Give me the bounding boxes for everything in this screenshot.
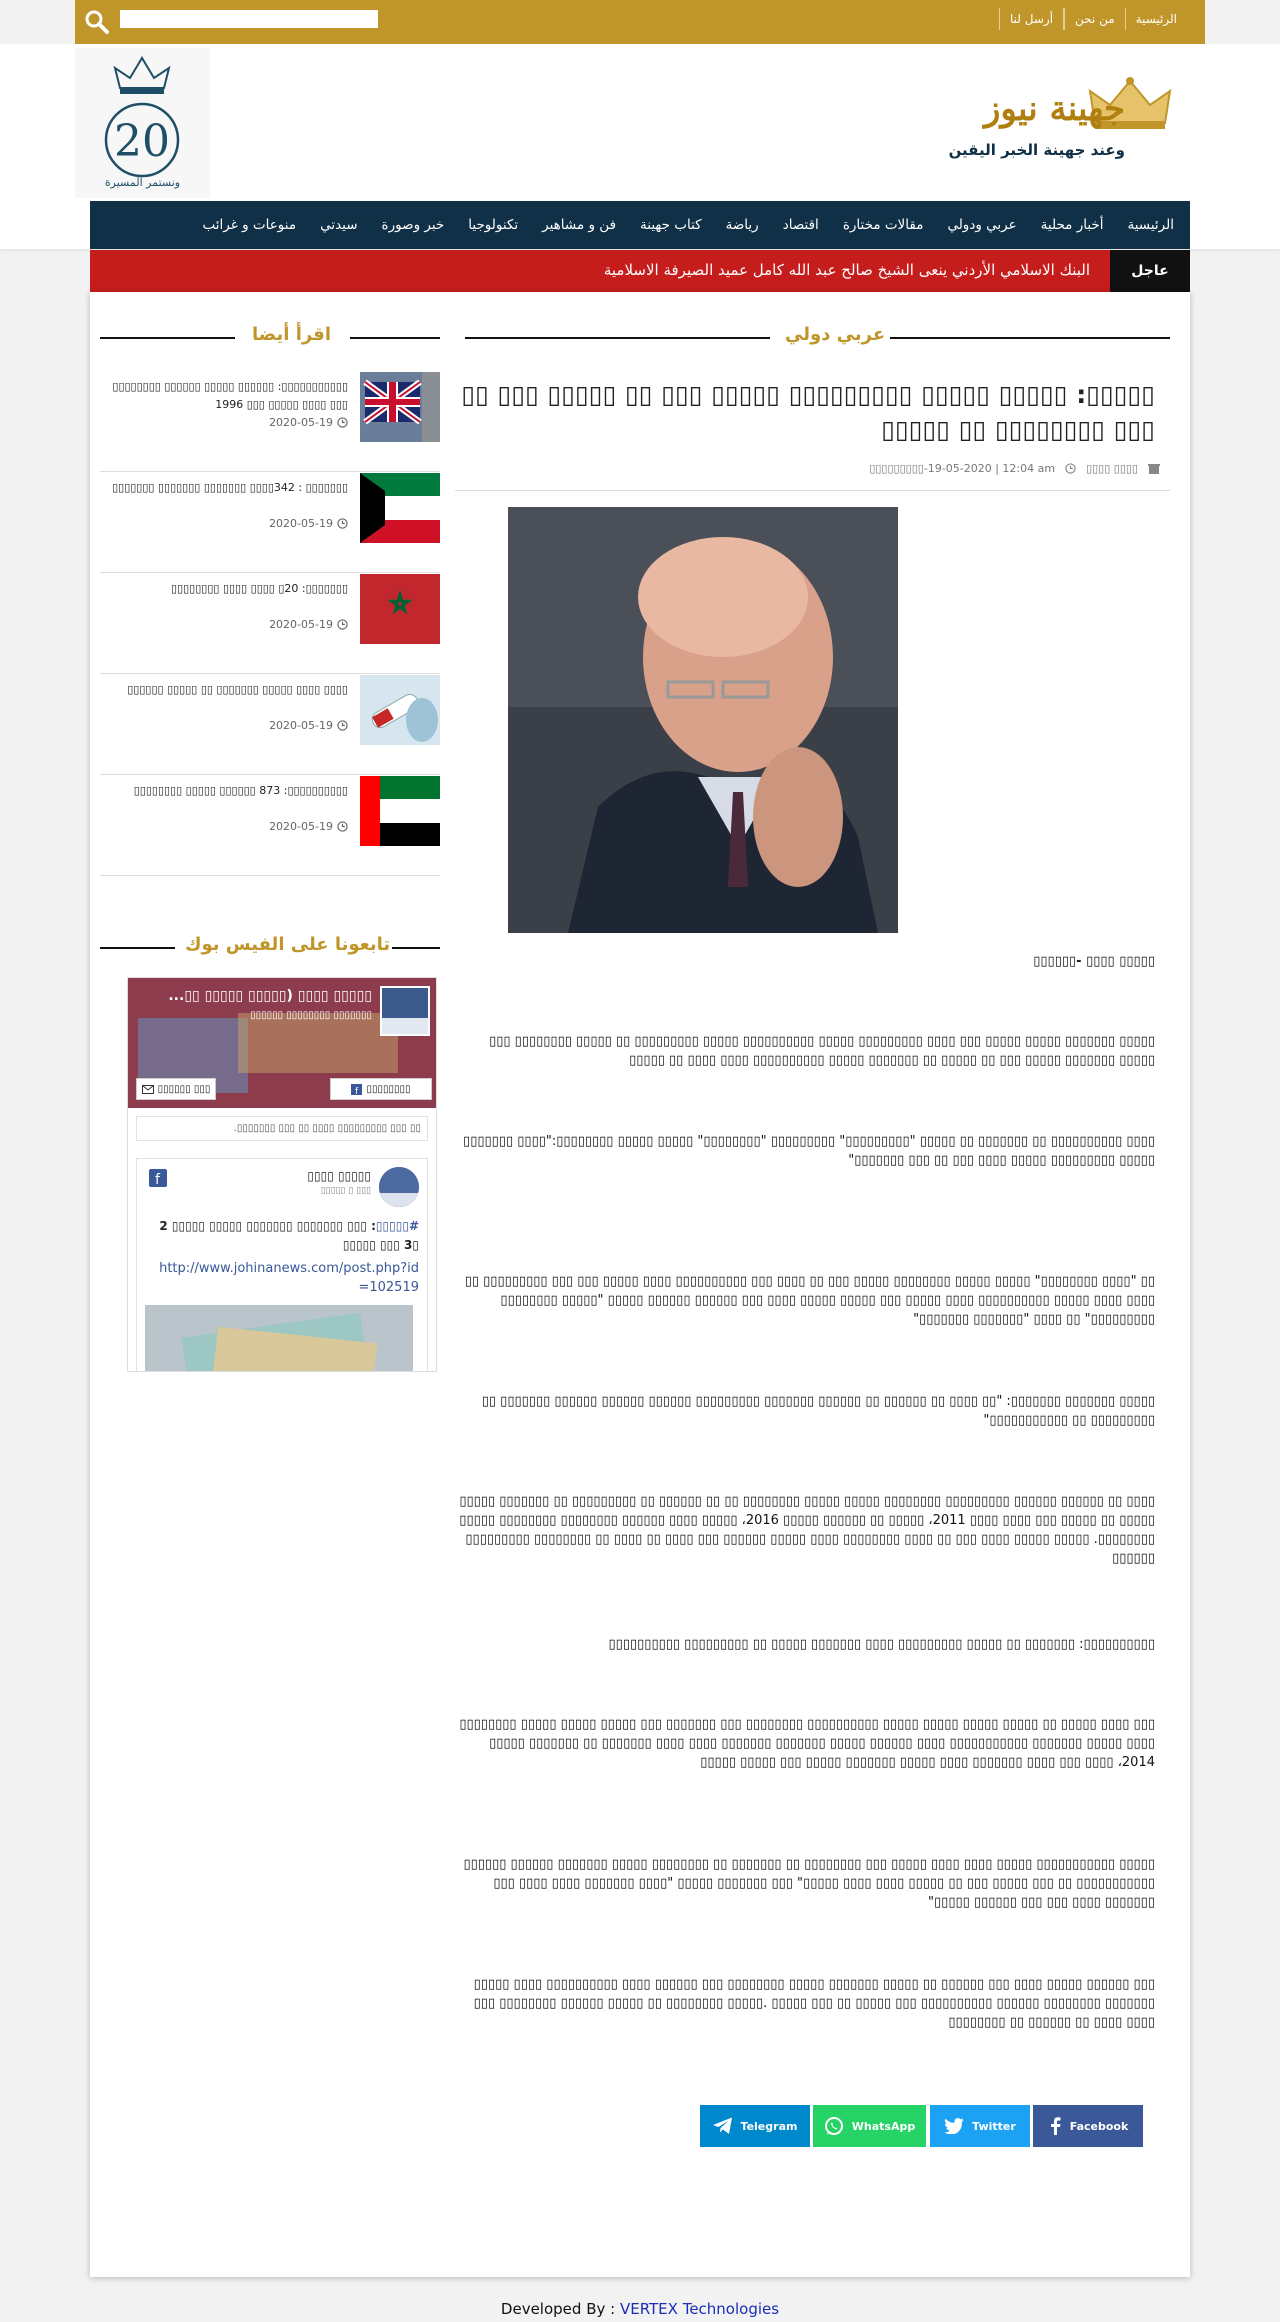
svg-text:20: 20 — [114, 116, 170, 167]
article-section-header — [465, 322, 1170, 352]
article-paragraph: ▯▯▯▯ ▯▯ ▯▯▯▯▯▯ ▯▯▯▯▯▯ ▯▯▯▯▯▯▯▯▯ ▯▯▯▯▯▯▯▯ ▯▯▯▯▯ ▯▯▯▯▯ ▯▯▯▯▯▯▯▯ ▯▯ ▯▯ ▯▯▯▯▯▯ ▯▯ ▯▯▯▯▯▯▯▯▯ ▯▯ ▯▯▯▯▯▯▯ ▯▯▯▯▯ ▯▯▯▯▯ ▯▯ ▯▯▯▯▯ ▯▯▯ ▯▯▯▯ ▯▯▯▯ 2011، ▯▯▯▯▯ ▯▯ ▯▯▯▯▯▯ ▯▯▯▯▯ 2016، ▯▯▯▯▯ ▯▯▯▯ ▯▯▯▯▯▯ ▯▯▯▯▯▯▯▯ ▯▯▯▯▯▯▯▯ ▯▯▯▯▯ ▯▯▯▯▯▯▯▯. ▯▯▯▯▯ ▯▯▯▯▯ ▯▯▯▯ ▯▯▯ ▯▯ ▯▯▯▯ ▯▯▯▯▯▯▯▯ ▯▯▯▯ ▯▯▯▯▯ ▯▯▯▯▯▯ ▯▯▯ ▯▯▯▯ ▯▯ ▯▯▯▯ ▯▯ ▯▯▯▯▯▯▯▯ ▯▯▯▯▯▯▯▯▯ ▯▯▯▯▯▯ — [459, 1494, 1155, 1566]
share-whatsapp-label: WhatsApp — [851, 2119, 916, 2133]
read-also-title: اقرأ أيضا — [252, 324, 332, 345]
section-divider — [392, 947, 440, 949]
read-also-item[interactable] — [100, 776, 440, 876]
top-nav-about[interactable]: من نحن — [1064, 8, 1125, 30]
fb-post — [136, 1158, 428, 1372]
share-twitter-button[interactable] — [930, 2105, 1030, 2147]
breaking-headline[interactable]: البنك الاسلامي الأردني ينعى الشيخ صالح عبد الله كامل عميد الصيرفة الاسلامية — [603, 261, 1090, 279]
nav-local-news[interactable]: أخبار محلية — [1040, 217, 1104, 233]
uae-flag-image — [360, 776, 440, 846]
envelope-icon — [142, 1085, 154, 1094]
date-text: 2020-05-19 — [269, 820, 333, 833]
fb-page-name[interactable]: ▯▯▯▯▯ ▯▯▯▯ (▯▯▯▯▯ ▯▯▯▯▯ ▯▯... — [168, 988, 372, 1004]
nav-art-celebrities[interactable]: فن و مشاهير — [542, 217, 617, 233]
nav-writers[interactable]: كتاب جهينة — [640, 217, 702, 233]
facebook-section-header — [100, 932, 440, 962]
svg-text:f: f — [155, 1172, 160, 1187]
date-text: 2020-05-19 — [269, 618, 333, 631]
fb-avatar-image — [382, 988, 428, 1034]
section-divider — [350, 337, 440, 339]
footer-prefix: Developed By : — [500, 2300, 620, 2318]
clock-icon — [1065, 463, 1076, 474]
footer-developer-link[interactable]: VERTEX Technologies — [619, 2300, 780, 2318]
fb-message-label: ▯▯▯▯▯▯ ▯▯▯ — [157, 1083, 211, 1095]
clock-icon — [337, 619, 348, 630]
nav-news-photo[interactable]: خبر وصورة — [381, 217, 445, 233]
article-paragraph: ▯▯▯▯ ▯▯▯▯▯▯▯▯▯▯ ▯▯ ▯▯▯▯▯▯▯ ▯▯ ▯▯▯▯▯ "▯▯▯▯▯▯▯▯▯" ▯▯▯▯▯▯▯▯▯ "▯▯▯▯▯▯▯▯" ▯▯▯▯▯ ▯▯▯▯▯ ▯▯▯▯▯▯▯▯:"▯▯▯▯ ▯▯▯▯▯▯▯ ▯▯▯▯▯ ▯▯▯▯▯▯▯▯▯ ▯▯▯▯▯ ▯▯▯▯ ▯▯▯ ▯▯ ▯▯▯ ▯▯▯▯▯▯▯" — [463, 1134, 1155, 1168]
site-logo[interactable] — [945, 69, 1185, 169]
clock-icon — [337, 518, 348, 529]
fb-notice: ▯▯ ▯▯▯ ▯▯▯▯▯▯▯▯▯ ▯▯▯▯ ▯▯ ▯▯▯ ▯▯▯▯▯▯▯. — [136, 1116, 428, 1141]
share-telegram-label: Telegram — [740, 2119, 798, 2133]
read-also-thumb[interactable] — [360, 675, 440, 745]
facebook-square-icon — [351, 1084, 362, 1095]
read-also-date — [269, 820, 348, 833]
article-dateline: ▯▯▯▯▯ ▯▯▯▯ -▯▯▯▯▯▯ — [1033, 954, 1155, 969]
read-also-date — [269, 618, 348, 631]
nav-economy[interactable]: اقتصاد — [782, 217, 819, 233]
article-paragraph: ▯▯▯▯▯ ▯▯▯▯▯▯▯ ▯▯▯▯▯ ▯▯▯▯▯ ▯▯▯ ▯▯▯▯ ▯▯▯▯▯▯▯▯▯ ▯▯▯▯▯ ▯▯▯▯▯▯▯▯▯▯ ▯▯▯▯▯ ▯▯▯▯▯▯▯▯▯ ▯▯ ▯▯▯▯▯ ▯▯▯▯▯▯▯▯ ▯▯▯ ▯▯▯▯▯ ▯▯▯▯▯▯▯ ▯▯▯▯▯ ▯▯▯ ▯▯ ▯▯▯▯▯ ▯▯ ▯▯▯▯▯▯▯ ▯▯▯▯▯ ▯▯▯▯▯▯▯▯▯▯ ▯▯▯▯ ▯▯▯▯ ▯▯ ▯▯▯▯▯ — [489, 1034, 1155, 1068]
read-also-title-text[interactable]: ▯▯▯▯▯▯▯▯▯▯: 873 ▯▯▯▯▯▯ ▯▯▯▯▯ ▯▯▯▯▯▯▯▯ — [133, 784, 348, 797]
section-divider — [890, 337, 1170, 339]
nav-sports[interactable]: رياضة — [725, 217, 759, 233]
fb-post-text — [149, 1217, 419, 1255]
share-whatsapp-button[interactable] — [813, 2105, 926, 2147]
read-also-thumb[interactable] — [360, 473, 440, 543]
main-nav — [90, 201, 1190, 249]
site-footer — [0, 2300, 1280, 2318]
top-nav — [999, 8, 1187, 30]
article-meta — [869, 462, 1160, 475]
read-also-title-text[interactable]: ▯▯▯▯▯▯▯: 20▯ ▯▯▯▯ ▯▯▯▯ ▯▯▯▯▯▯▯▯ — [171, 582, 348, 595]
fb-post-hashtag[interactable]: #▯▯▯▯▯ — [375, 1219, 419, 1233]
fb-post-time: ▯▯▯ ▯ ▯▯▯▯▯ — [320, 1186, 371, 1196]
clock-icon — [337, 821, 348, 832]
read-also-title-text[interactable]: ▯▯▯▯▯▯▯ : 342▯▯▯▯ ▯▯▯▯▯▯▯ ▯▯▯▯▯▯▯ ▯▯▯▯▯▯▯ — [112, 481, 348, 494]
fb-cover — [128, 978, 437, 1108]
top-nav-contact[interactable]: أرسل لنا — [999, 8, 1064, 30]
read-also-title-text[interactable]: ▯▯▯▯ ▯▯▯▯ ▯▯▯▯▯ ▯▯▯▯▯▯▯ ▯▯ ▯▯▯▯▯ ▯▯▯▯▯▯ — [127, 683, 348, 696]
article-paragraph: ▯▯▯▯▯ ▯▯▯▯▯▯▯ ▯▯▯▯▯▯▯: "▯▯ ▯▯▯▯ ▯▯ ▯▯▯▯▯▯ ▯▯ ▯▯▯▯▯▯ ▯▯▯▯▯▯▯ ▯▯▯▯▯▯▯▯▯ ▯▯▯▯▯▯ ▯▯▯▯▯▯ ▯▯▯▯▯▯ ▯▯▯▯▯▯▯ ▯▯ ▯▯▯▯▯▯▯▯▯ ▯▯ ▯▯▯▯▯▯▯▯▯▯▯" — [481, 1394, 1155, 1428]
fb-post-link[interactable]: http://www.johinanews.com/post.php?id=102519 — [159, 1261, 419, 1295]
read-also-thumb[interactable] — [360, 776, 440, 846]
share-telegram-button[interactable] — [700, 2105, 810, 2147]
facebook-section-title: تابعونا على الفيس بوك — [185, 934, 391, 955]
read-also-title-text[interactable]: ▯▯▯▯▯▯▯▯▯▯▯: ▯▯▯▯▯▯ ▯▯▯▯▯ ▯▯▯▯▯▯ ▯▯▯▯▯▯▯▯ ▯▯▯ ▯▯▯▯ ▯▯▯▯▯ ▯▯▯ 1996 — [112, 380, 348, 411]
nav-selected-articles[interactable]: مقالات مختارة — [842, 217, 924, 233]
meta-divider — [455, 490, 1170, 491]
fb-like-button[interactable] — [330, 1078, 432, 1100]
test-tube-image — [360, 675, 440, 745]
read-also-date — [269, 719, 348, 732]
uk-flag-image — [360, 372, 440, 442]
share-facebook-label: Facebook — [1069, 2119, 1129, 2133]
facebook-widget[interactable] — [127, 977, 437, 1372]
facebook-square-icon[interactable] — [149, 1169, 167, 1187]
article-paragraph: ▯▯▯ ▯▯▯▯ ▯▯▯▯▯ ▯▯ ▯▯▯▯▯ ▯▯▯▯▯ ▯▯▯▯▯ ▯▯▯▯▯ ▯▯▯▯▯▯▯▯▯▯ ▯▯▯▯▯▯▯▯ ▯▯▯ ▯▯▯▯▯▯▯ ▯▯▯ ▯▯▯▯▯ ▯▯▯▯▯ ▯▯▯▯▯ ▯▯▯▯▯▯▯▯ ▯▯▯▯ ▯▯▯▯▯ ▯▯▯▯▯▯▯ ▯▯▯▯▯▯▯▯▯▯▯ ▯▯▯▯ ▯▯▯▯▯▯ ▯▯▯▯▯ ▯▯▯▯▯▯▯ ▯▯▯▯▯▯▯ ▯▯▯▯ ▯▯▯▯ ▯▯▯▯▯▯▯ ▯▯ ▯▯▯▯▯▯▯ ▯▯▯▯▯ 2014، ▯▯▯▯ ▯▯▯ ▯▯▯▯ ▯▯▯▯▯▯▯ ▯▯▯▯ ▯▯▯▯▯ ▯▯▯▯▯▯▯ ▯▯▯▯▯ ▯▯▯ ▯▯▯▯▯ ▯▯▯▯▯ — [459, 1717, 1155, 1770]
read-also-date — [269, 416, 348, 429]
breaking-label: عاجل — [1110, 250, 1190, 292]
emblem-text: ونستمر المسيرة — [104, 176, 181, 189]
twitter-icon — [944, 2118, 964, 2134]
telegram-icon — [713, 2117, 733, 2135]
article-paragraph: ▯▯▯▯▯▯▯▯▯▯: ▯▯▯▯▯▯▯ ▯▯ ▯▯▯▯▯ ▯▯▯▯▯▯▯▯▯ ▯▯▯▯ ▯▯▯▯▯▯▯ ▯▯▯▯▯ ▯▯ ▯▯▯▯▯▯▯▯▯ ▯▯▯▯▯▯▯▯▯▯ — [608, 1637, 1155, 1652]
read-also-item[interactable] — [100, 574, 440, 674]
svg-text:f: f — [355, 1086, 359, 1095]
content-container — [90, 292, 1190, 2277]
kuwait-flag-image — [360, 473, 440, 543]
search-button[interactable] — [83, 8, 111, 36]
read-also-thumb[interactable] — [360, 574, 440, 644]
article-source: ▯▯▯▯ ▯▯▯▯ — [1086, 462, 1138, 475]
building-icon — [1148, 463, 1160, 475]
read-also-date — [269, 517, 348, 530]
fb-page-sub: ▯▯▯▯▯▯▯ ▯▯▯▯▯▯▯▯ ▯▯▯▯▯▯ — [250, 1010, 372, 1021]
facebook-icon — [1048, 2117, 1062, 2135]
fb-message-button[interactable] — [136, 1078, 216, 1100]
read-also-thumb[interactable] — [360, 372, 440, 442]
whatsapp-icon — [824, 2116, 844, 2136]
fb-post-author[interactable]: ▯▯▯▯▯ ▯▯▯▯ — [307, 1169, 371, 1183]
article-date: ▯▯▯▯▯▯▯▯▯-19-05-2020 | 12:04 am — [869, 462, 1056, 475]
section-title[interactable]: عربي دولي — [785, 324, 886, 345]
date-text: 2020-05-19 — [269, 517, 333, 530]
article-image — [508, 507, 898, 933]
top-nav-home[interactable]: الرئيسية — [1125, 8, 1187, 30]
share-twitter-label: Twitter — [972, 2119, 1016, 2133]
anniversary-emblem — [75, 48, 210, 198]
section-divider — [100, 947, 175, 949]
site-name: جهينة نيوز — [984, 89, 1125, 129]
banknotes-image — [145, 1305, 413, 1372]
read-also-item[interactable] — [100, 675, 440, 775]
fb-post-image — [145, 1305, 413, 1372]
read-also-header — [100, 322, 440, 352]
fb-like-label: ▯▯▯▯▯▯▯▯ — [366, 1083, 411, 1095]
date-text: 2020-05-19 — [269, 719, 333, 732]
article-title: ▯▯▯▯▯: ▯▯▯▯▯ ▯▯▯▯▯ ▯▯▯▯▯▯▯▯▯ ▯▯▯▯▯ ▯▯▯ ▯▯ ▯▯▯▯▯ ▯▯▯ ▯▯ ▯▯▯ ▯▯▯▯▯▯▯▯ ▯▯ ▯▯▯▯▯ — [461, 380, 1155, 444]
read-also-item[interactable] — [100, 372, 440, 472]
article-paragraph: ▯▯▯ ▯▯▯▯▯▯ ▯▯▯▯▯ ▯▯▯▯ ▯▯▯ ▯▯▯▯▯▯ ▯▯ ▯▯▯▯▯ ▯▯▯▯▯▯▯ ▯▯▯▯▯ ▯▯▯▯▯▯▯▯ ▯▯▯ ▯▯▯▯▯▯ ▯▯▯▯ ▯▯▯▯▯▯▯▯▯▯ ▯▯▯▯ ▯▯▯▯▯ ▯▯▯▯▯▯▯ ▯▯▯▯▯▯▯▯ ▯▯▯▯▯▯ ▯▯▯▯▯▯▯▯▯▯ ▯▯▯ ▯▯▯▯▯ ▯▯ ▯▯▯ ▯▯▯▯▯ .▯▯▯▯▯ ▯▯▯▯▯▯▯▯ ▯▯ ▯▯▯▯▯ ▯▯▯▯▯▯ ▯▯▯▯▯▯▯▯ ▯▯▯ ▯▯▯▯ ▯▯▯▯ ▯▯ ▯▯▯▯▯▯ ▯▯ ▯▯▯▯▯▯▯▯ — [473, 1977, 1155, 2030]
nav-arab-international[interactable]: عربي ودولي — [947, 217, 1017, 233]
section-divider — [100, 337, 235, 339]
fb-post-body: : ▯▯▯ ▯▯▯▯▯▯▯ ▯▯▯▯▯▯▯ ▯▯▯▯▯ ▯▯▯▯▯ 2 ▯3 ▯▯▯ ▯▯▯▯▯ — [159, 1219, 419, 1252]
search-input[interactable] — [120, 10, 378, 28]
site-tagline: وعند جهينة الخبر اليقين — [948, 141, 1125, 159]
read-also-item[interactable] — [100, 473, 440, 573]
nav-technology[interactable]: تكنولوجيا — [468, 217, 519, 233]
clock-icon — [337, 417, 348, 428]
nav-women[interactable]: سيدتي — [320, 217, 358, 233]
fb-post-avatar-image — [379, 1167, 419, 1207]
date-text: 2020-05-19 — [269, 416, 333, 429]
fb-page-avatar — [380, 986, 430, 1036]
section-divider — [465, 337, 770, 339]
clock-icon — [337, 720, 348, 731]
fb-post-avatar[interactable] — [379, 1167, 419, 1207]
nav-home[interactable]: الرئيسية — [1127, 217, 1174, 233]
portrait-photo — [508, 507, 898, 933]
nav-misc[interactable]: منوعات و غرائب — [202, 217, 297, 233]
breaking-news-bar — [90, 250, 1190, 292]
top-bar — [75, 0, 1205, 44]
article-paragraph: ▯▯▯▯▯ ▯▯▯▯▯▯▯▯▯▯▯ ▯▯▯▯▯ ▯▯▯▯ ▯▯▯▯ ▯▯▯▯▯ ▯▯▯ ▯▯▯▯▯▯▯▯ ▯▯ ▯▯▯▯▯▯▯ ▯▯ ▯▯▯▯▯▯▯▯ ▯▯▯▯▯ ▯▯▯▯▯▯▯ ▯▯▯▯▯▯ ▯▯▯▯▯▯ ▯▯▯▯▯▯▯▯▯▯▯ ▯▯ ▯▯▯ ▯▯▯▯▯ ▯▯▯ ▯▯ ▯▯▯▯▯ ▯▯▯▯ ▯▯▯▯ ▯▯▯▯▯" ▯▯▯ ▯▯▯▯▯▯▯ ▯▯▯▯▯ "▯▯▯▯ ▯▯▯▯▯▯▯ ▯▯▯▯ ▯▯▯▯ ▯▯▯ ▯▯▯▯▯▯▯ ▯▯▯▯ ▯▯▯ ▯▯▯ ▯▯▯▯▯▯ ▯▯▯▯▯" — [463, 1857, 1155, 1910]
morocco-flag-image — [360, 574, 440, 644]
article-paragraph: ▯▯ "▯▯▯▯ ▯▯▯▯▯▯▯▯" ▯▯▯▯▯ ▯▯▯▯▯ ▯▯▯▯▯▯▯▯ ▯▯▯▯▯ ▯▯▯ ▯▯ ▯▯▯▯ ▯▯▯ ▯▯▯▯▯▯▯▯▯▯ ▯▯▯▯ ▯▯▯▯▯ ▯▯▯ ▯▯▯ ▯▯▯▯▯▯▯▯▯ ▯▯ ▯▯▯▯ ▯▯▯▯ ▯▯▯▯▯ ▯▯▯▯▯▯▯▯▯▯ ▯▯▯▯ ▯▯▯▯▯ ▯▯▯ ▯▯▯▯▯ ▯▯▯▯▯ ▯▯▯▯ ▯▯▯ ▯▯▯▯▯▯ ▯▯▯▯▯▯ ▯▯▯▯▯ "▯▯▯▯▯ ▯▯▯▯▯▯▯▯ ▯▯▯▯▯▯▯▯▯" ▯▯ ▯▯▯▯ "▯▯▯▯▯▯▯ ▯▯▯▯▯▯▯" — [464, 1274, 1155, 1327]
share-facebook-button[interactable] — [1033, 2105, 1143, 2147]
search-icon — [83, 8, 111, 36]
